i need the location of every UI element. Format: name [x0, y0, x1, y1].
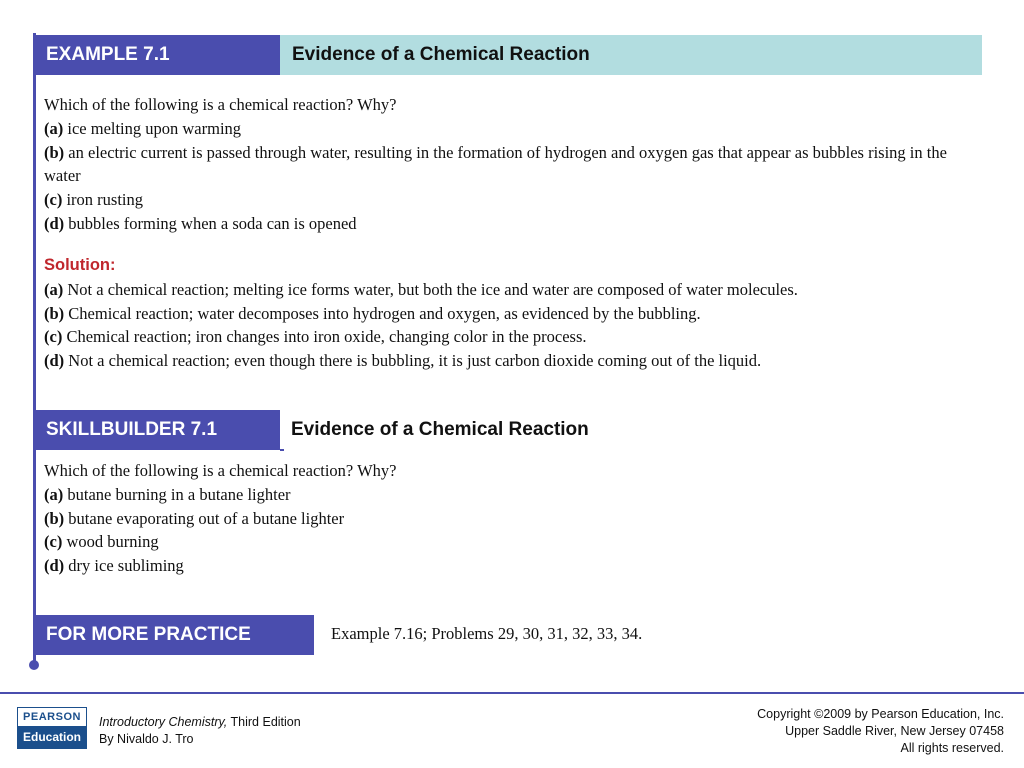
book-author: By Nivaldo J. Tro [99, 732, 194, 746]
example-option-a: (a) ice melting upon warming [44, 118, 242, 138]
left-accent-dot [29, 660, 39, 670]
example-question-block [44, 93, 984, 236]
logo-top-text: PEARSON [18, 708, 86, 726]
example-option-d: (d) bubbles forming when a soda can is opened [44, 213, 357, 233]
book-info [99, 714, 301, 748]
skillbuilder-question-block [44, 459, 984, 578]
solution-c: (c) Chemical reaction; iron changes into iron oxide, changing color in the process. [44, 327, 587, 347]
skillbuilder-option-d: (d) dry ice subliming [44, 556, 184, 576]
practice-label: FOR MORE PRACTICE [36, 615, 314, 655]
solution-heading: Solution: [44, 256, 116, 274]
solution-b: (b) Chemical reaction; water decomposes into hydrogen and oxygen, as evidenced by the bubbling. [44, 303, 701, 323]
example-option-b: (b) an electric current is passed through water, resulting in the formation of hydrogen and oxygen gas that appear as bubbles rising in the water [44, 142, 947, 186]
example-option-c: (c) iron rusting [44, 190, 143, 210]
pearson-logo [17, 707, 87, 749]
copyright-line-2: Upper Saddle River, New Jersey 07458 [785, 724, 1004, 738]
copyright-line-3: All rights reserved. [900, 741, 1004, 755]
skillbuilder-underline [280, 449, 284, 451]
copyright-line-1: Copyright ©2009 by Pearson Education, Inc. [757, 707, 1004, 721]
skillbuilder-option-c: (c) wood burning [44, 532, 159, 552]
left-accent-line [33, 33, 36, 665]
solution-a: (a) Not a chemical reaction; melting ice forms water, but both the ice and water are composed of water molecules. [44, 279, 798, 299]
footer-divider [0, 692, 1024, 694]
example-label: EXAMPLE 7.1 [36, 35, 280, 75]
practice-text: Example 7.16; Problems 29, 30, 31, 32, 33, 34. [331, 624, 643, 643]
skillbuilder-option-b: (b) butane evaporating out of a butane lighter [44, 508, 345, 528]
solution-d: (d) Not a chemical reaction; even though there is bubbling, it is just carbon dioxide coming out of the liquid. [44, 351, 762, 371]
skillbuilder-question: Which of the following is a chemical reaction? Why? [44, 461, 397, 480]
skillbuilder-label: SKILLBUILDER 7.1 [36, 410, 280, 450]
book-title-line: Introductory Chemistry, Third Edition [99, 715, 301, 729]
skillbuilder-option-a: (a) butane burning in a butane lighter [44, 484, 291, 504]
copyright [757, 706, 1004, 757]
logo-bottom-text: Education [18, 726, 86, 748]
example-title: Evidence of a Chemical Reaction [280, 35, 982, 75]
example-question: Which of the following is a chemical reaction? Why? [44, 95, 397, 114]
solution-block [44, 254, 984, 373]
skillbuilder-title: Evidence of a Chemical Reaction [291, 419, 589, 440]
